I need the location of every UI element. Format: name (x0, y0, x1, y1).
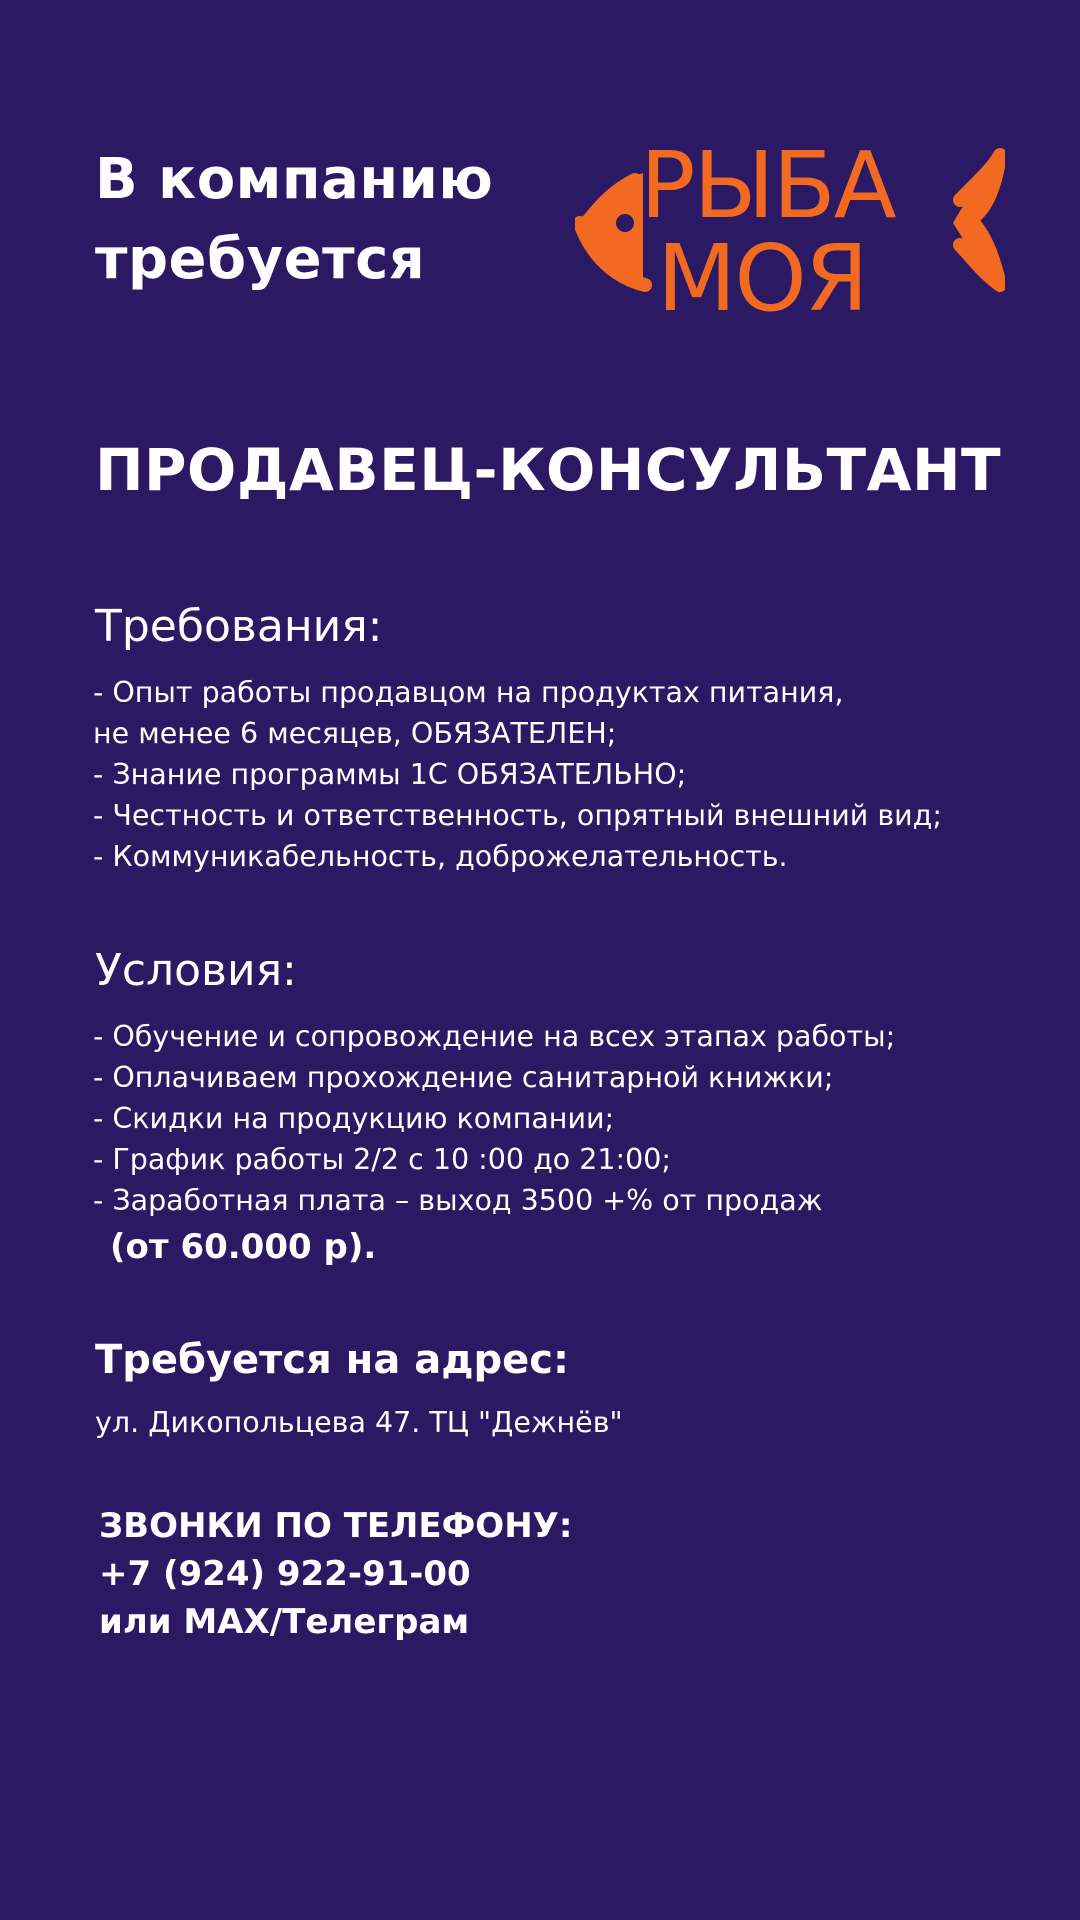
conditions-list (93, 1016, 895, 1221)
list-item: - График работы 2/2 с 10 :00 до 21:00; (93, 1143, 672, 1176)
list-item: - Коммуникабельность, доброжелательность. (93, 840, 788, 873)
address-heading: Требуется на адрес: (95, 1337, 570, 1383)
list-item: - Заработная плата – выход 3500 +% от продаж (93, 1184, 823, 1217)
list-item: - Оплачиваем прохождение санитарной книжки; (93, 1061, 834, 1094)
contacts-heading: ЗВОНКИ ПО ТЕЛЕФОНУ: (99, 1506, 573, 1546)
list-item: - Опыт работы продавцом на продуктах питания, (93, 676, 844, 709)
list-item: - Знание программы 1С ОБЯЗАТЕЛЬНО; (93, 758, 687, 791)
requirements-heading: Требования: (95, 601, 383, 652)
list-item: - Честность и ответственность, опрятный внешний вид; (93, 799, 942, 832)
logo-word-1: РЫБА (640, 132, 895, 239)
intro-line-2: требуется (95, 227, 426, 292)
intro-heading (95, 140, 575, 300)
intro-line-1: В компанию (95, 147, 494, 212)
conditions-heading: Условия: (95, 945, 297, 996)
phone-number: +7 (924) 922-91-00 (99, 1554, 471, 1594)
fish-logo-icon (575, 105, 1005, 335)
list-item: - Скидки на продукцию компании; (93, 1102, 615, 1135)
logo-word-2: МОЯ (657, 225, 867, 332)
requirements-list (93, 672, 942, 877)
messenger-note: или MAX/Телеграм (99, 1602, 470, 1642)
contacts-block (99, 1502, 572, 1646)
address-text: ул. Дикопольцева 47. ТЦ "Дежнёв" (95, 1406, 623, 1439)
job-title: ПРОДАВЕЦ-КОНСУЛЬТАНТ (95, 436, 1002, 504)
list-item: не менее 6 месяцев, ОБЯЗАТЕЛЕН; (93, 717, 617, 750)
salary-note: (от 60.000 р). (110, 1227, 377, 1267)
list-item: - Обучение и сопровождение на всех этапах работы; (93, 1020, 896, 1053)
